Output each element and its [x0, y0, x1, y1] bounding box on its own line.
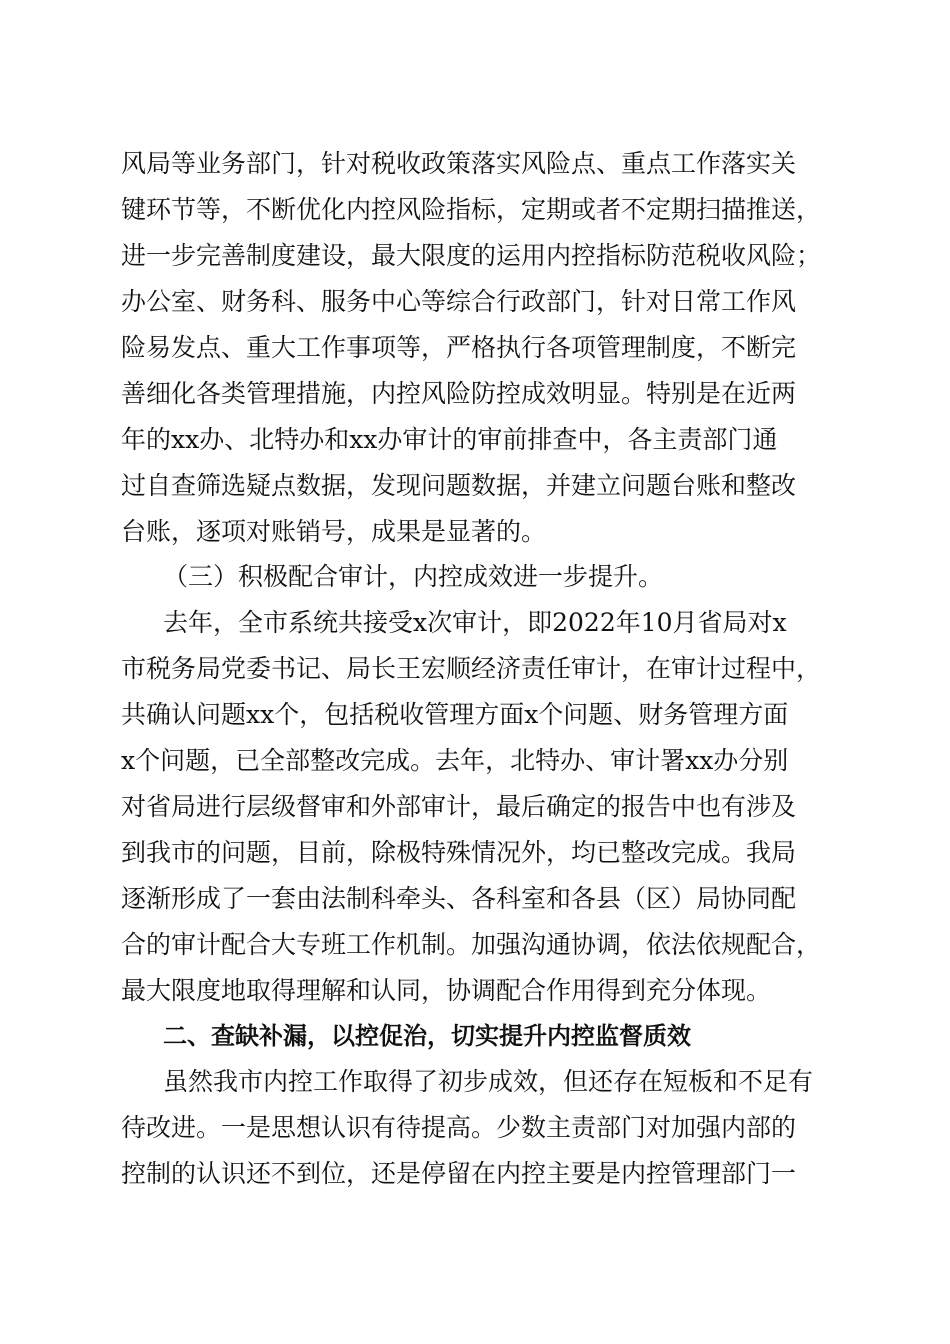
text-line: 去年，全市系统共接受x次审计，即2022年10月省局对x [163, 608, 787, 637]
text-line: 合的审计配合大专班工作机制。加强沟通协调，依法依规配合， [121, 930, 822, 959]
paragraph-business-departments [121, 141, 831, 555]
text-line: 键环节等，不断优化内控风险指标，定期或者不定期扫描推送， [121, 195, 822, 224]
heading-text: （三）积极配合审计，内控成效进一步提升。 [163, 562, 664, 591]
paragraph-audit-cooperation [121, 600, 831, 1014]
text-line: 控制的认识还不到位，还是停留在内控主要是内控管理部门一 [121, 1159, 797, 1188]
paragraph-shortcomings [121, 1059, 831, 1197]
section-heading-3 [121, 554, 831, 600]
text-line: 台账，逐项对账销号，成果是显著的。 [121, 517, 547, 546]
text-line: 年的xx办、北特办和xx办审计的审前排查中，各主责部门通 [121, 425, 778, 454]
text-line: 对省局进行层级督审和外部审计，最后确定的报告中也有涉及 [121, 792, 797, 821]
text-line: x个问题，已全部整改完成。去年，北特办、审计署xx办分别 [121, 746, 789, 775]
heading-text: 二、查缺补漏，以控促治，切实提升内控监督质效 [163, 1022, 691, 1050]
text-line: 过自查筛选疑点数据，发现问题数据，并建立问题台账和整改 [121, 471, 797, 500]
text-line: 到我市的问题，目前，除极特殊情况外，均已整改完成。我局 [121, 838, 797, 867]
text-line: 最大限度地取得理解和认同，协调配合作用得到充分体现。 [121, 976, 772, 1005]
text-line: 进一步完善制度建设，最大限度的运用内控指标防范税收风险； [121, 241, 822, 270]
text-line: 共确认问题xx个，包括税收管理方面x个问题、财务管理方面 [121, 700, 789, 729]
text-line: 办公室、财务科、服务中心等综合行政部门，针对日常工作风 [121, 287, 797, 316]
text-line: 市税务局党委书记、局长王宏顺经济责任审计，在审计过程中， [121, 654, 822, 683]
text-line: 险易发点、重大工作事项等，严格执行各项管理制度，不断完 [121, 333, 797, 362]
section-heading-2 [121, 1013, 831, 1059]
text-line: 虽然我市内控工作取得了初步成效，但还存在短板和不足有 [163, 1067, 814, 1096]
text-line: 风局等业务部门，针对税收政策落实风险点、重点工作落实关 [121, 149, 797, 178]
text-line: 待改进。一是思想认识有待提高。少数主责部门对加强内部的 [121, 1113, 797, 1142]
text-line: 善细化各类管理措施，内控风险防控成效明显。特别是在近两 [121, 379, 797, 408]
text-line: 逐渐形成了一套由法制科牵头、各科室和各县（区）局协同配 [121, 884, 797, 913]
